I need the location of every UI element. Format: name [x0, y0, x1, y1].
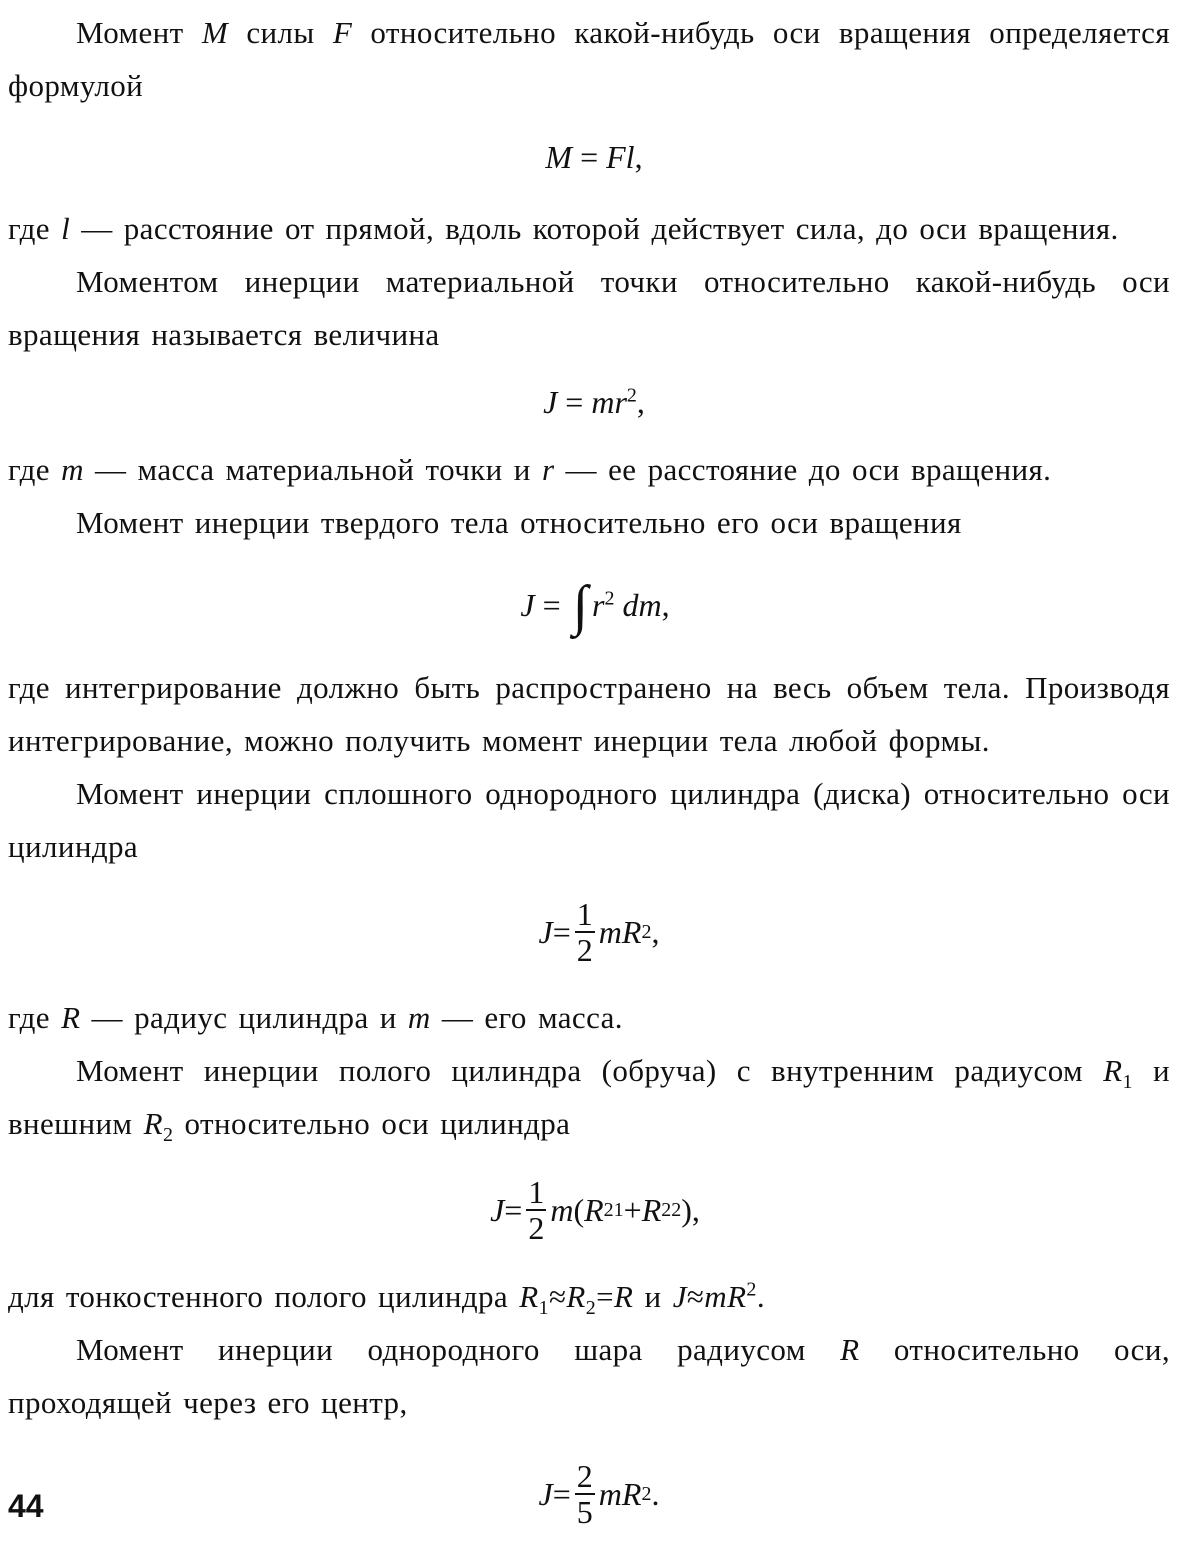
fraction-one-half: $\frac{1}{2}$ — [576, 896, 593, 968]
paragraph-point-inertia: Моментом инерции материальной точки относительно какой-нибудь оси вращения называется величина — [8, 264, 1170, 352]
paragraph-rigid-body: Момент инерции твердого тела относительно его оси вращения — [76, 505, 962, 540]
formula-integral-inertia: J = ∫ $r^2$ dm, — [520, 575, 670, 637]
paragraph-sphere: Момент инерции однородного шара радиусом R относительно оси, проходящей через его центр, — [8, 1332, 1170, 1420]
formula-sphere: J = $\frac{2}{5}$ mR 2 . — [538, 1458, 660, 1530]
paragraph-mass-distance: где m — масса материальной точки и r — ее расстояние до оси вращения. — [8, 452, 1052, 487]
paragraph-integration: где интегрирование должно быть распространено на весь объем тела. Производя интегрирование, можно получить момент инерции тела любой формы. — [8, 670, 1170, 758]
paragraph-hollow-cylinder: Момент инерции полого цилиндра (обруча) с внутренним радиусом $R_1$ и внешним $R_2$ относительно оси цилиндра — [8, 1053, 1171, 1147]
paragraph-moment-of-force: Момент M силы F относительно какой-нибудь оси вращения определяется формулой — [8, 15, 1170, 103]
formula-solid-cylinder: J = $\frac{1}{2}$ mR 2 , — [538, 896, 660, 968]
formula-moment-of-force: M = Fl, — [545, 139, 643, 175]
fraction-two-fifths: $\frac{2}{5}$ — [576, 1458, 593, 1530]
paragraph-thin-wall: для тонкостенного полого цилиндра $R_1\approx R_2=R$ и $J\approx mR^2$. — [8, 1278, 765, 1320]
paragraph-lever-arm: где l — расстояние от прямой, вдоль которой действует сила, до оси вращения. — [8, 211, 1119, 246]
paragraph-radius-mass: где R — радиус цилиндра и m — его масса. — [8, 1000, 623, 1035]
formula-point-inertia: $J = mr^2$, — [543, 384, 645, 420]
paragraph-solid-cylinder: Момент инерции сплошного однородного цилиндра (диска) относительно оси цилиндра — [8, 776, 1170, 864]
formula-hollow-cylinder: J = $\frac{1}{2}$ m ( R 2 1 + R 2 2 ) , — [490, 1174, 700, 1246]
page-number: 44 — [8, 1488, 44, 1524]
fraction-one-half-hollow: $\frac{1}{2}$ — [528, 1174, 545, 1246]
